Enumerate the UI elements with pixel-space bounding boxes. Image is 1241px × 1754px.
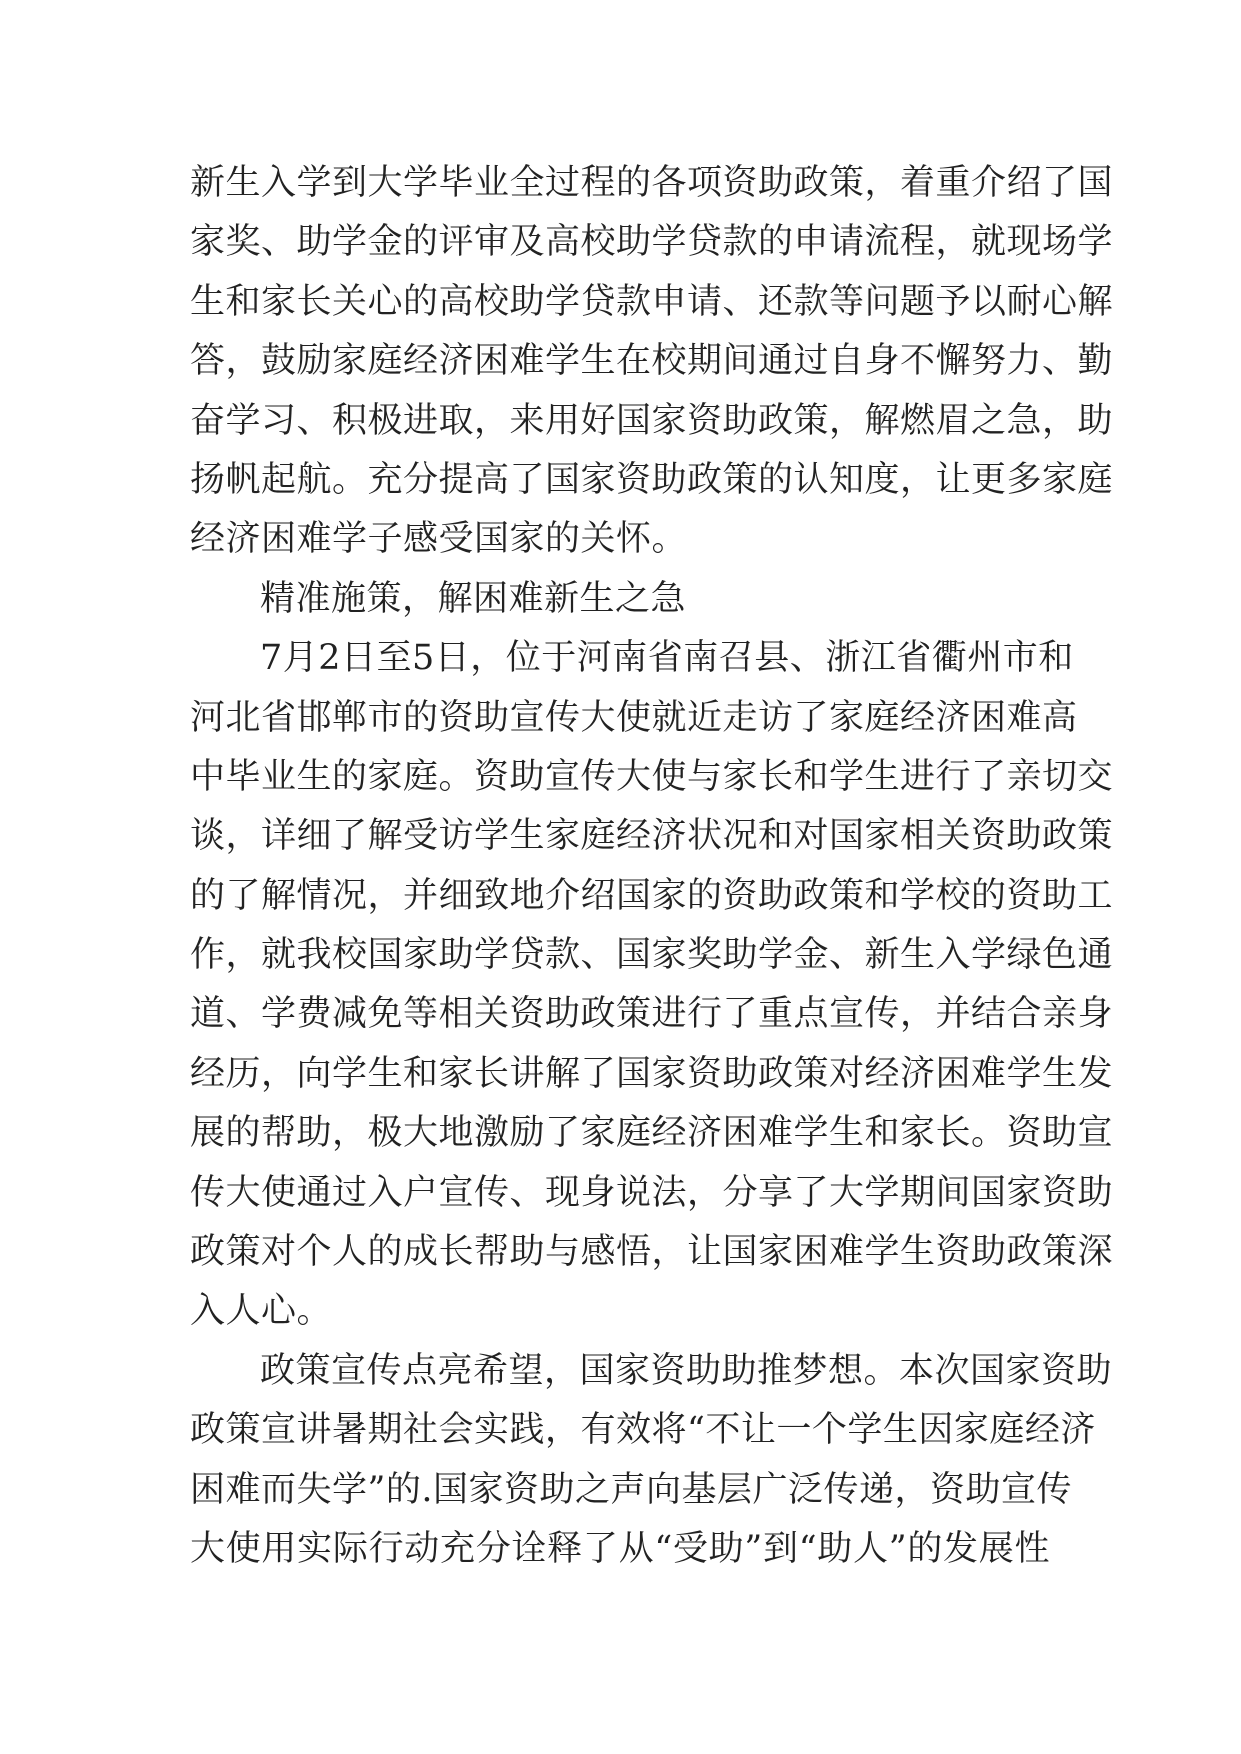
text-line: 7月2日至5日，位于河南省南召县、浙江省衢州市和 [260, 638, 1074, 679]
text-line: 政策宣传点亮希望，国家资助助推梦想。本次国家资助 [260, 1350, 1113, 1391]
document-body [190, 154, 1114, 1579]
text-line: 中毕业生的家庭。资助宣传大使与家长和学生进行了亲切交 [190, 756, 1114, 797]
text-line: 政策对个人的成长帮助与感悟，让国家困难学生资助政策深 [190, 1232, 1114, 1273]
text-line: 的了解情况，并细致地介绍国家的资助政策和学校的资助工 [190, 875, 1114, 916]
section-heading: 精准施策，解困难新生之急 [260, 578, 687, 619]
text-line: 生和家长关心的高校助学贷款申请、还款等问题予以耐心解 [190, 281, 1114, 322]
text-line: 新生入学到大学毕业全过程的各项资助政策，着重介绍了国 [190, 163, 1114, 203]
text-line: 展的帮助，极大地激励了家庭经济困难学生和家长。资助宣 [190, 1113, 1114, 1154]
text-line: 困难而失学”的.国家资助之声向基层广泛传递，资助宣传 [190, 1469, 1073, 1510]
text-line: 谈，详细了解受访学生家庭经济状况和对国家相关资助政策 [190, 816, 1114, 857]
text-line: 传大使通过入户宣传、现身说法，分享了大学期间国家资助 [190, 1172, 1114, 1213]
text-line: 道、学费减免等相关资助政策进行了重点宣传，并结合亲身 [190, 994, 1114, 1035]
text-line: 经济困难学子感受国家的关怀。 [190, 519, 688, 560]
text-line: 政策宣讲暑期社会实践，有效将“不让一个学生因家庭经济 [190, 1410, 1096, 1451]
text-line: 答，鼓励家庭经济困难学生在校期间通过自身不懈努力、勤 [190, 341, 1114, 382]
text-line: 入人心。 [190, 1291, 333, 1332]
text-line: 大使用实际行动充分诠释了从“受助”到“助人”的发展性 [190, 1528, 1050, 1569]
text-line: 经历，向学生和家长讲解了国家资助政策对经济困难学生发 [190, 1053, 1114, 1094]
text-line: 奋学习、积极进取，来用好国家资助政策，解燃眉之急，助 [190, 400, 1114, 441]
text-line: 扬帆起航。充分提高了国家资助政策的认知度，让更多家庭 [190, 459, 1114, 500]
text-line: 河北省邯郸市的资助宣传大使就近走访了家庭经济困难高 [190, 697, 1078, 738]
text-line: 家奖、助学金的评审及高校助学贷款的申请流程，就现场学 [190, 222, 1114, 263]
text-line: 作，就我校国家助学贷款、国家奖助学金、新生入学绿色通 [190, 935, 1114, 976]
